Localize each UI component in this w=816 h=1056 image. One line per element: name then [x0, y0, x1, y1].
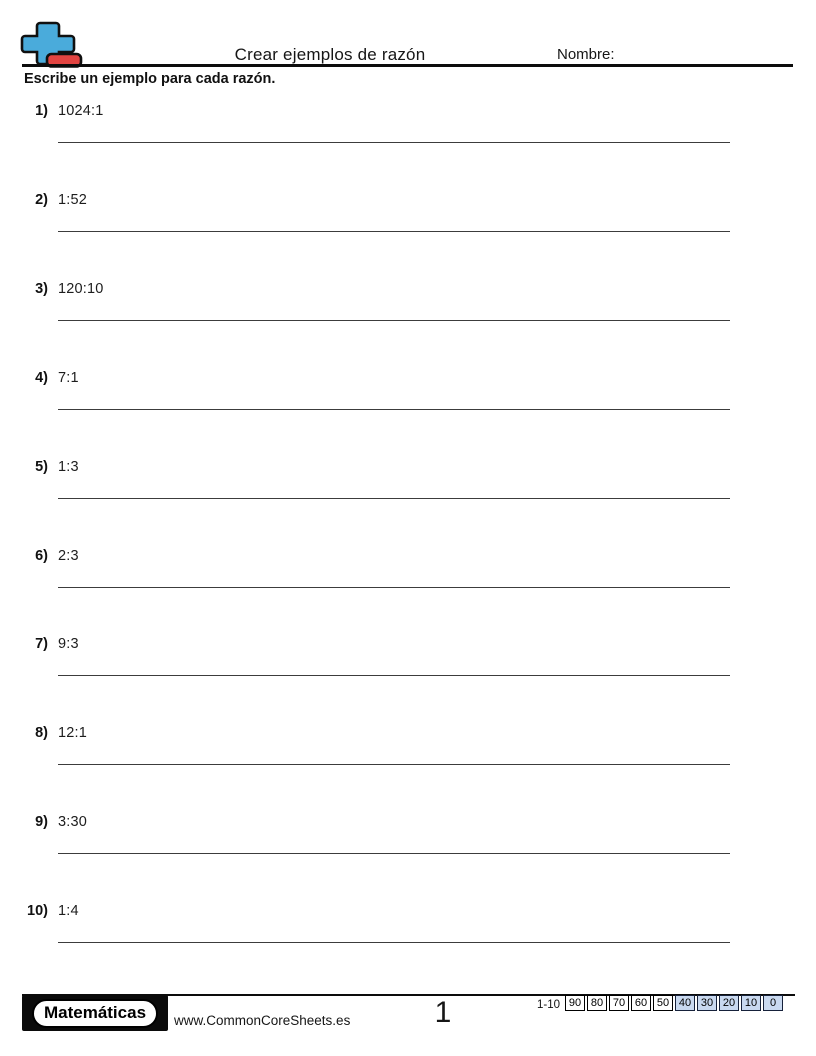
problem-number: 8): [35, 725, 48, 741]
problem-number: 7): [35, 636, 48, 652]
problem-number: 3): [35, 281, 48, 297]
problem-number: 6): [35, 548, 48, 564]
problem-ratio: 12:1: [58, 725, 88, 741]
answer-blank-line: [58, 764, 730, 765]
problem-row-3: [0, 281, 740, 341]
problem-row-4: [0, 370, 740, 430]
problem-row-8: [0, 725, 740, 785]
answer-blank-line: [58, 142, 730, 143]
score-cell: 20: [719, 995, 739, 1011]
problem-row-1: [0, 103, 740, 163]
problem-ratio: 9:3: [58, 636, 79, 652]
problem-ratio: 3:30: [58, 814, 88, 830]
brand-name: Matemáticas: [32, 999, 158, 1028]
score-cell: 40: [675, 995, 695, 1011]
score-cell: 60: [631, 995, 651, 1011]
problem-ratio: 1:52: [58, 192, 88, 208]
score-cell: 90: [565, 995, 585, 1011]
problem-number: 1): [35, 103, 48, 119]
plus-minus-logo-icon: [20, 21, 84, 69]
header-divider: [22, 64, 793, 67]
score-grid: [565, 995, 783, 1011]
score-cell: 50: [653, 995, 673, 1011]
instruction-text: Escribe un ejemplo para cada razón.: [24, 71, 276, 87]
score-cell: 0: [763, 995, 783, 1011]
problem-row-7: [0, 636, 740, 696]
problem-number: 5): [35, 459, 48, 475]
problem-number: 9): [35, 814, 48, 830]
problem-number: 4): [35, 370, 48, 386]
answer-blank-line: [58, 853, 730, 854]
score-cell: 10: [741, 995, 761, 1011]
problem-ratio: 2:3: [58, 548, 79, 564]
problem-row-10: [0, 903, 740, 963]
problem-ratio: 1:3: [58, 459, 79, 475]
problem-number: 2): [35, 192, 48, 208]
problem-row-5: [0, 459, 740, 519]
answer-blank-line: [58, 409, 730, 410]
answer-blank-line: [58, 942, 730, 943]
problem-row-6: [0, 548, 740, 608]
answer-blank-line: [58, 587, 730, 588]
website-text: www.CommonCoreSheets.es: [174, 1013, 351, 1028]
score-range-label: 1-10: [536, 999, 560, 1011]
problem-ratio: 7:1: [58, 370, 79, 386]
problem-row-2: [0, 192, 740, 252]
score-cell: 70: [609, 995, 629, 1011]
problem-ratio: 1:4: [58, 903, 79, 919]
name-label: Nombre:: [557, 46, 615, 63]
problem-ratio: 120:10: [58, 281, 104, 297]
answer-blank-line: [58, 675, 730, 676]
answer-blank-line: [58, 320, 730, 321]
score-cell: 80: [587, 995, 607, 1011]
page-number: 1: [434, 996, 452, 1029]
problem-ratio: 1024:1: [58, 103, 104, 119]
problem-number: 10): [27, 903, 48, 919]
page-title: Crear ejemplos de razón: [234, 45, 426, 64]
problem-row-9: [0, 814, 740, 874]
brand-badge: [22, 995, 168, 1031]
answer-blank-line: [58, 498, 730, 499]
score-cell: 30: [697, 995, 717, 1011]
answer-blank-line: [58, 231, 730, 232]
